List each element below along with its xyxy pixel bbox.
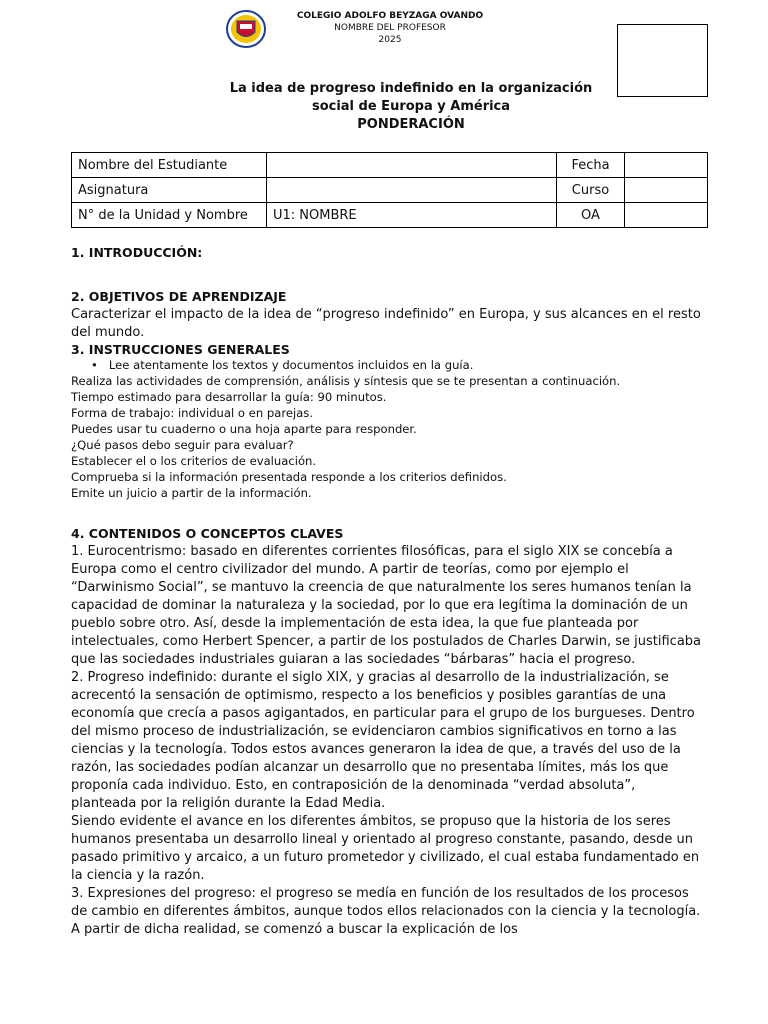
label-unit: N° de la Unidad y Nombre [72,203,267,228]
list-item: ¿Qué pasos debo seguir para evaluar? [71,438,294,452]
label-student-name: Nombre del Estudiante [72,153,267,178]
school-year: 2025 [378,35,402,45]
label-date: Fecha [557,153,625,178]
bullet-text: Lee atentamente los textos y documentos incluidos en la guía. [108,358,474,372]
paragraph-avance: Siendo evidente el avance en los diferentes ámbitos, se propuso que la historia de los seres humanos presentaba un desarrollo lineal y orientado al progreso constante, pasando, desde un pasado primitivo y arcaico, a un futuro prometedor y civilizado, el cual estaba fundamentado en la ciencia y la razón. [71,814,700,883]
title-line-3: PONDERACIÓN [357,117,465,132]
section-contents [71,525,701,939]
list-item: Puedes usar tu cuaderno o una hoja aparte para responder. [71,422,417,436]
table-row [72,178,708,203]
objectives-heading: 2. OBJETIVOS DE APRENDIZAJE [71,289,287,304]
label-subject: Asignatura [72,178,267,203]
list-item: • Lee atentamente los textos y documentos incluidos en la guía. [91,358,474,372]
page-title [206,80,616,134]
list-item: Tiempo estimado para desarrollar la guía: 90 minutos. [71,390,387,404]
table-row [72,203,708,228]
teacher-name: NOMBRE DEL PROFESOR [334,23,446,33]
list-item: Establecer el o los criterios de evaluación. [71,454,317,468]
section-instructions [71,342,701,501]
oa-field[interactable] [625,203,708,228]
date-field[interactable] [625,153,708,178]
unit-field[interactable]: U1: NOMBRE [267,203,557,228]
subject-field[interactable] [267,178,557,203]
school-header [290,10,490,46]
list-item: Forma de trabajo: individual o en parejas. [71,406,314,420]
title-line-1: La idea de progreso indefinido en la organización [229,81,593,96]
photo-box [617,24,708,97]
paragraph-expresiones: 3. Expresiones del progreso: el progreso se medía en función de los resultados de los procesos de cambio en diferentes ámbitos, aunque todos ellos relacionados con la ciencia y la tecnología. A partir de dicha realidad, se comenzó a buscar la explicación de los [71,886,701,937]
instructions-heading: 3. INSTRUCCIONES GENERALES [71,342,290,357]
title-line-2: social de Europa y América [311,99,511,114]
list-item: Realiza las actividades de comprensión, análisis y síntesis que se te presentan a continuación. [71,374,621,388]
label-oa: OA [557,203,625,228]
course-field[interactable] [625,178,708,203]
paragraph-progreso-indefinido: 2. Progreso indefinido: durante el siglo XIX, y gracias al desarrollo de la industrialización, se acrecentó la sensación de optimismo, respecto a los beneficios y posibles garantías de una economía que crecía a pasos agigantados, en particular para el grupo de los burgueses. Dentro del mismo proceso de industrialización, se evidenciaron cambios significativos en torno a las ciencias y la tecnología. Todos estos avances generaron la idea de que, a través del uso de la razón, las sociedades podían alcanzar un desarrollo que no presentaba límites, más los que proponía cada individuo. Esto, en contraposición de la denominada “verdad absoluta”, planteada por la religión durante la Edad Media. [71,670,695,811]
school-name: COLEGIO ADOLFO BEYZAGA OVANDO [296,11,484,21]
instructions-list [71,357,701,501]
section-introduction [71,245,701,260]
list-item: Comprueba si la información presentada responde a los criterios definidos. [71,470,507,484]
student-info-table [71,152,708,228]
student-name-field[interactable] [267,153,557,178]
intro-heading: 1. INTRODUCCIÓN: [71,245,203,260]
section-objectives [71,288,701,342]
paragraph-eurocentrismo: 1. Eurocentrismo: basado en diferentes corrientes filosóficas, para el siglo XIX se concebía a Europa como el centro civilizador del mundo. A partir de teorías, como por ejemplo el “Darwinismo Social”, se mantuvo la creencia de que naturalmente los seres humanos tenían la capacidad de dominar la naturaleza y la sociedad, por lo que era legítima la dominación de un pueblo sobre otro. Así, desde la implementación de esta idea, la que fue planteada por intelectuales, como Herbert Spencer, a partir de los postulados de Charles Darwin, se justificaba que las sociedades industriales guiaran a las sociedades “bárbaras” hacia el progreso. [71,544,701,667]
table-row [72,153,708,178]
objectives-text: Caracterizar el impacto de la idea de “progreso indefinido” en Europa, y sus alcances en el resto del mundo. [71,307,701,340]
list-item: Emite un juicio a partir de la información. [71,486,312,500]
school-crest-icon [226,10,266,48]
label-course: Curso [557,178,625,203]
contents-heading: 4. CONTENIDOS O CONCEPTOS CLAVES [71,526,344,541]
